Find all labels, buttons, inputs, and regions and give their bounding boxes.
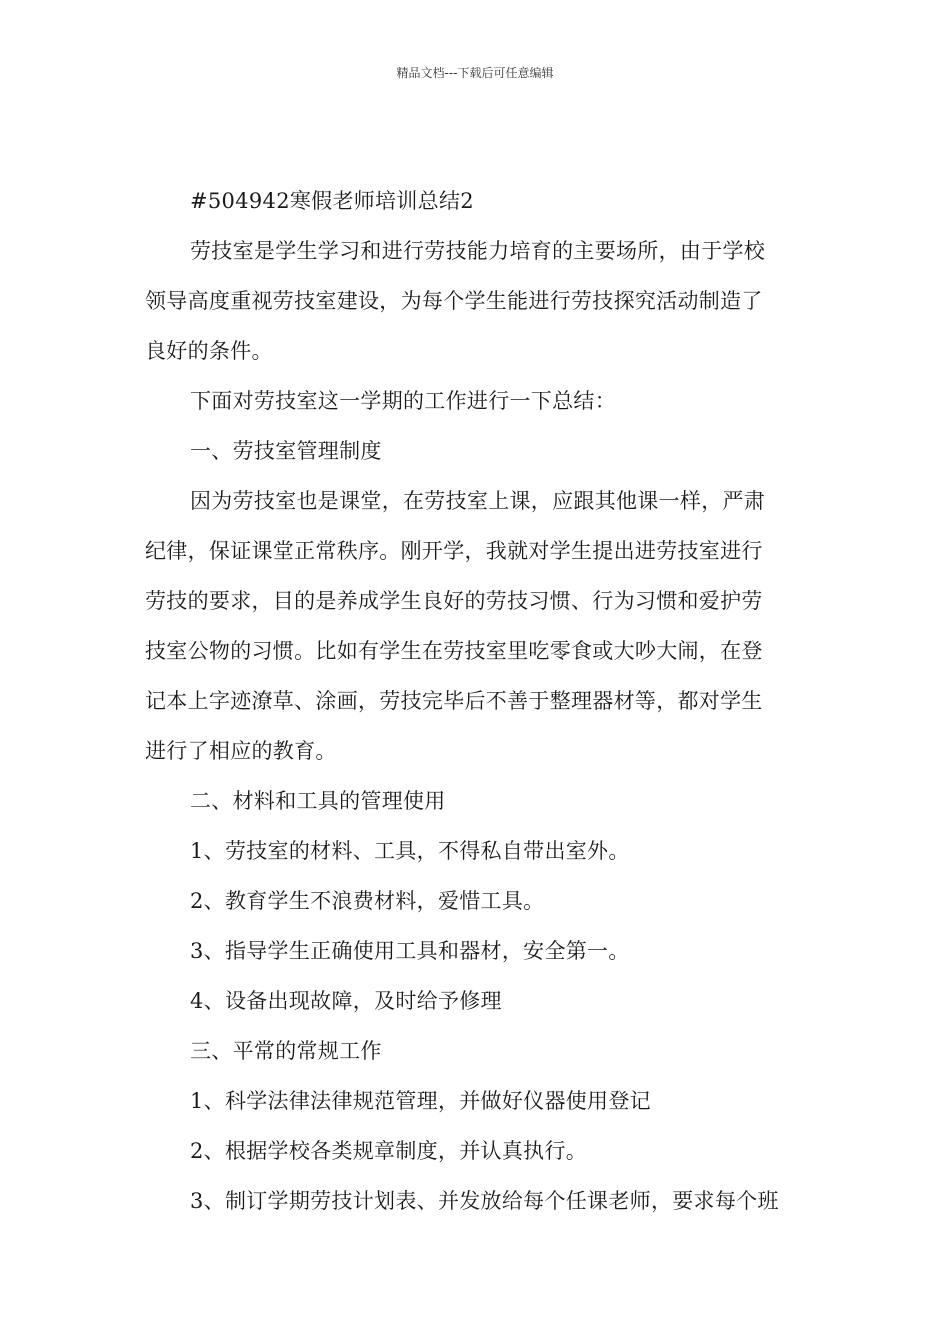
- paragraph-line: 良好的条件。: [145, 339, 273, 363]
- section-heading: 二、材料和工具的管理使用: [190, 789, 446, 813]
- paragraph-line: 技室公物的习惯。比如有学生在劳技室里吃零食或大吵大闹，在登: [145, 639, 763, 663]
- paragraph-line: 进行了相应的教育。: [145, 739, 337, 763]
- list-item: 2、根据学校各类规章制度，并认真执行。: [190, 1139, 588, 1163]
- section-heading: 三、平常的常规工作: [190, 1039, 382, 1063]
- list-item: 3、制订学期劳技计划表、并发放给每个任课老师，要求每个班: [190, 1189, 779, 1213]
- document-title: #504942寒假老师培训总结2: [190, 189, 474, 213]
- page-header: 精品文档---下载后可任意编辑: [396, 66, 554, 80]
- paragraph-line: 因为劳技室也是课堂，在劳技室上课，应跟其他课一样，严肃: [190, 489, 766, 513]
- paragraph-line: 劳技室是学生学习和进行劳技能力培育的主要场所，由于学校: [190, 239, 766, 263]
- section-heading: 一、劳技室管理制度: [190, 439, 382, 463]
- paragraph-line: 下面对劳技室这一学期的工作进行一下总结：: [190, 389, 616, 413]
- list-item: 2、教育学生不浪费材料，爱惜工具。: [190, 889, 545, 913]
- list-item: 1、科学法律法律规范管理，并做好仪器使用登记: [190, 1089, 651, 1113]
- list-item: 1、劳技室的材料、工具，不得私自带出室外。: [190, 839, 630, 863]
- list-item: 4、设备出现故障，及时给予修理: [190, 989, 502, 1013]
- list-item: 3、指导学生正确使用工具和器材，安全第一。: [190, 939, 630, 963]
- document-body: [145, 176, 807, 1226]
- paragraph-line: 纪律，保证课堂正常秩序。刚开学，我就对学生提出进劳技室进行: [145, 539, 763, 563]
- paragraph-line: 记本上字迹潦草、涂画，劳技完毕后不善于整理器材等，都对学生: [145, 689, 763, 713]
- paragraph-line: 领导高度重视劳技室建设，为每个学生能进行劳技探究活动制造了: [145, 289, 763, 313]
- paragraph-line: 劳技的要求，目的是养成学生良好的劳技习惯、行为习惯和爱护劳: [145, 589, 763, 613]
